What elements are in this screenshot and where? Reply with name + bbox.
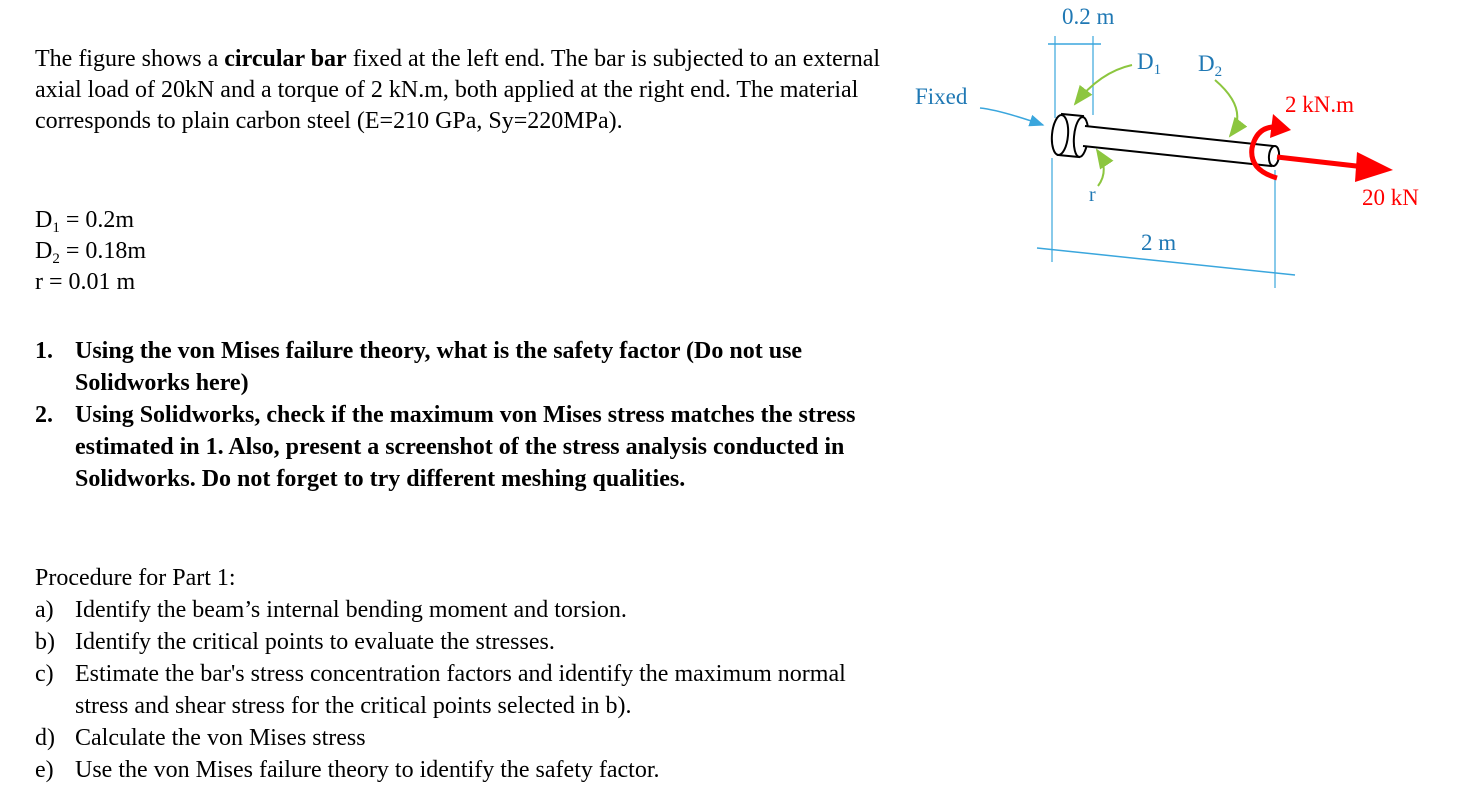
step-label: d) <box>35 725 55 751</box>
procedure-step <box>35 626 895 658</box>
d2-label: $D_2$ <box>1198 51 1223 80</box>
d2-leader-arrow <box>1215 80 1237 136</box>
r-label: r <box>1089 184 1096 206</box>
given-r: r = 0.01 m <box>35 269 136 295</box>
procedure-step <box>35 658 895 722</box>
question-list <box>35 335 875 495</box>
bar-large-section <box>1050 114 1089 158</box>
dimension-bottom <box>1037 158 1295 288</box>
axial-force-arrow <box>1277 157 1365 167</box>
dimension-top-label: 0.2 m <box>1062 4 1115 29</box>
step-text: Identify the critical points to evaluate the stresses. <box>75 629 555 655</box>
intro-text-2: fixed at the left end. The bar is subjected to an external axial load of 20kN and a torque of 2 kN.m, both applied at the right end. The material corresponds to plain carbon steel (E=210 GPa, Sy=220MPa). <box>35 46 881 134</box>
step-label: c) <box>35 661 54 687</box>
torque-label: 2 kN.m <box>1285 92 1354 117</box>
step-label: a) <box>35 597 54 623</box>
intro-text-1: The figure shows a <box>35 46 225 72</box>
given-values <box>35 205 885 298</box>
question-number: 1. <box>35 338 53 364</box>
question-item <box>35 335 875 399</box>
question-item <box>35 399 875 495</box>
question-number: 2. <box>35 402 53 428</box>
given-d1: $D_1 = 0.2m$ <box>35 207 135 236</box>
procedure-section <box>35 562 895 786</box>
intro-bold-term: circular bar <box>224 46 347 72</box>
step-label: b) <box>35 629 55 655</box>
step-label: e) <box>35 757 54 783</box>
procedure-step <box>35 594 895 626</box>
dimension-top <box>1048 36 1101 118</box>
fixed-arrow <box>980 108 1043 125</box>
procedure-step <box>35 722 895 754</box>
step-text: Estimate the bar's stress concentration factors and identify the maximum normal stress and shear stress for the critical points selected in b). <box>75 661 846 719</box>
bar-diagram <box>905 0 1445 300</box>
question-text: Using Solidworks, check if the maximum von Mises stress matches the stress estimated in 1. Also, present a screenshot of the stress analysis conducted in Solidworks. Do not forget to try different meshing qualities. <box>75 402 856 492</box>
d1-label: $D_1$ <box>1137 49 1162 78</box>
d1-leader-arrow <box>1075 65 1132 104</box>
r-leader-arrow <box>1097 150 1104 186</box>
step-text: Calculate the von Mises stress <box>75 725 366 751</box>
step-text: Identify the beam’s internal bending moment and torsion. <box>75 597 627 623</box>
question-text: Using the von Mises failure theory, what is the safety factor (Do not use Solidworks here) <box>75 338 803 396</box>
step-text: Use the von Mises failure theory to identify the safety factor. <box>75 757 660 783</box>
procedure-title: Procedure for Part 1: <box>35 565 236 591</box>
given-d2: $D_2 = 0.18m$ <box>35 238 147 267</box>
fixed-label: Fixed <box>915 84 968 109</box>
force-label: 20 kN <box>1362 185 1419 210</box>
intro-paragraph <box>35 44 885 137</box>
procedure-step <box>35 754 895 786</box>
length-label: 2 m <box>1141 230 1177 255</box>
